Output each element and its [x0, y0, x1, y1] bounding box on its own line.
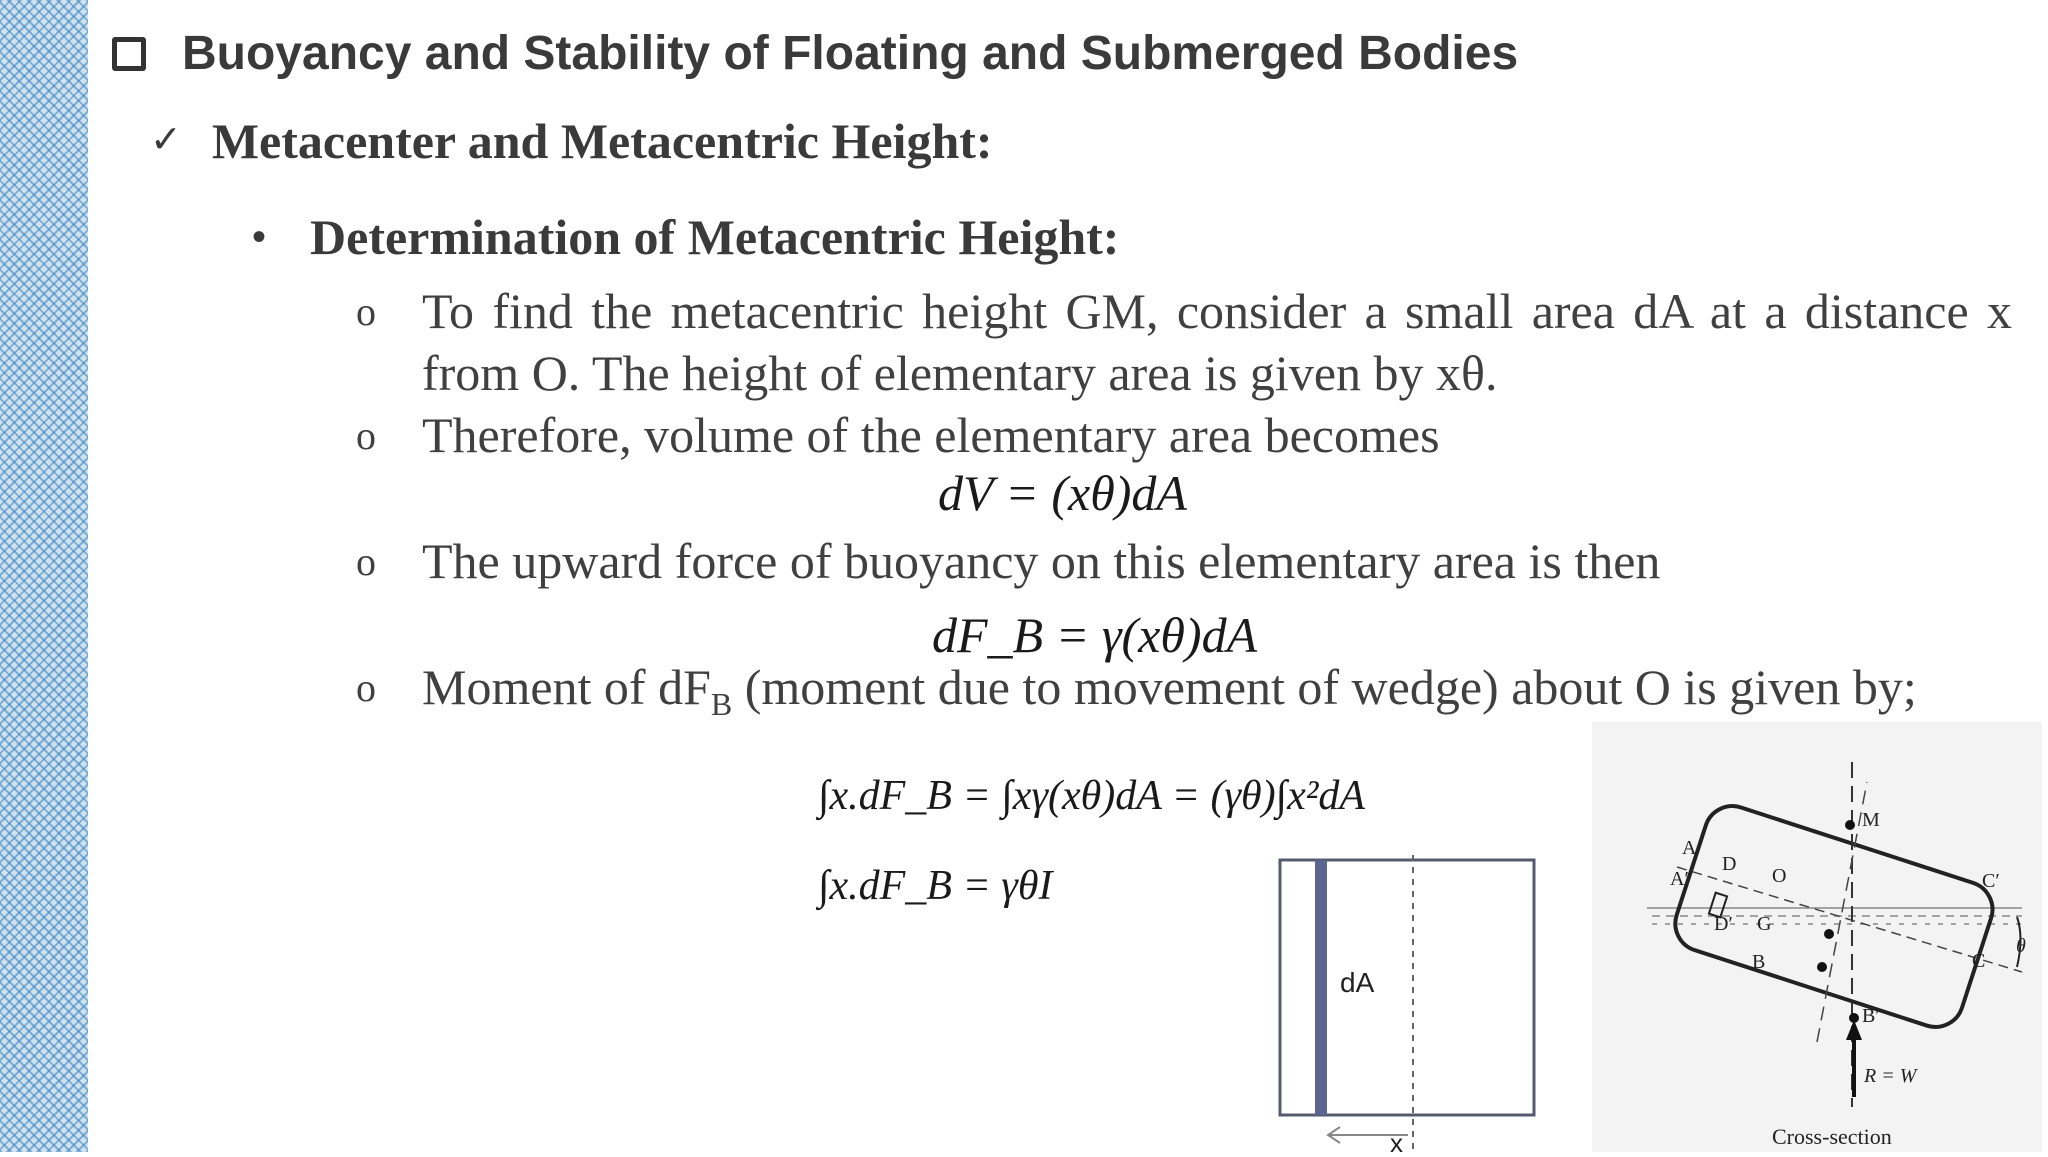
- label-theta: θ: [2016, 935, 2026, 957]
- label-Bprime: B′: [1862, 1005, 1880, 1027]
- bullet-1: To find the metacentric height GM, consider a small area dA at a distance x from O. The height of elementary area is given by xθ.: [422, 283, 2012, 401]
- label-Dprime: D′: [1714, 913, 1733, 935]
- label-B: B: [1752, 951, 1766, 973]
- bullet-dot-icon: •: [252, 214, 267, 259]
- equation-moment: [818, 772, 1365, 820]
- label-G: G: [1757, 913, 1772, 935]
- main-heading: [112, 26, 1518, 81]
- cross-section-svg: [1592, 722, 2042, 1152]
- label-A: A: [1682, 837, 1697, 859]
- bullet-3: The upward force of buoyancy on this elementary area is then: [422, 533, 1661, 589]
- label-R-W: R = W: [1864, 1065, 1917, 1087]
- point-G: [1824, 929, 1834, 939]
- point-M: [1845, 820, 1855, 830]
- equation-dv: [938, 464, 1187, 522]
- section-title: [252, 208, 1119, 266]
- label-dA: dA: [1340, 967, 1375, 998]
- bullet-2: Therefore, volume of the elementary area becomes: [422, 407, 1440, 463]
- main-heading-text: Buoyancy and Stability of Floating and Submerged Bodies: [182, 27, 1519, 80]
- equation-dv-text: dV = (xθ)dA: [938, 465, 1187, 521]
- circle-bullet-icon: o: [356, 539, 376, 584]
- checkmark-icon: ✓: [150, 117, 182, 161]
- cross-section-figure: [1592, 722, 2042, 1152]
- circle-bullet-icon: o: [356, 289, 376, 334]
- label-C: C: [1972, 950, 1986, 972]
- area-strip-figure: [1270, 855, 1560, 1152]
- point-B: [1817, 962, 1827, 972]
- dA-strip: [1315, 860, 1327, 1115]
- label-D: D: [1722, 853, 1737, 875]
- checkbox-bullet-icon: [112, 37, 146, 71]
- label-Aprime: A′: [1670, 868, 1689, 890]
- subheading-text: Metacenter and Metacentric Height:: [211, 113, 993, 169]
- bullet-4-sub: B: [710, 686, 733, 722]
- label-O: O: [1772, 865, 1787, 887]
- label-Cprime: C′: [1982, 870, 2000, 892]
- label-x: x: [1390, 1128, 1403, 1152]
- section-title-text: Determination of Metacentric Height:: [310, 209, 1120, 265]
- water-surface: [1647, 908, 2022, 924]
- side-pattern: [0, 0, 88, 1152]
- equation-moment-inertia: [818, 862, 1052, 910]
- label-M: M: [1862, 809, 1880, 831]
- subheading: [150, 112, 993, 170]
- resultant-arrowhead: [1846, 1020, 1862, 1040]
- circle-bullet-icon: o: [356, 413, 376, 458]
- bullet-4-pre: Moment of dF: [422, 659, 711, 715]
- equation-moment-text: ∫x.dF_B = ∫xγ(xθ)dA = (γθ)∫x²dA: [818, 773, 1366, 819]
- circle-bullet-icon: o: [356, 665, 376, 710]
- bullet-4-post: (moment due to movement of wedge) about O is given by;: [732, 659, 1917, 715]
- equation-dfb-text: dF_B = γ(xθ)dA: [932, 607, 1258, 663]
- equation-moment-inertia-text: ∫x.dF_B = γθI: [818, 863, 1053, 909]
- cross-section-caption: Cross-section: [1772, 1124, 1892, 1149]
